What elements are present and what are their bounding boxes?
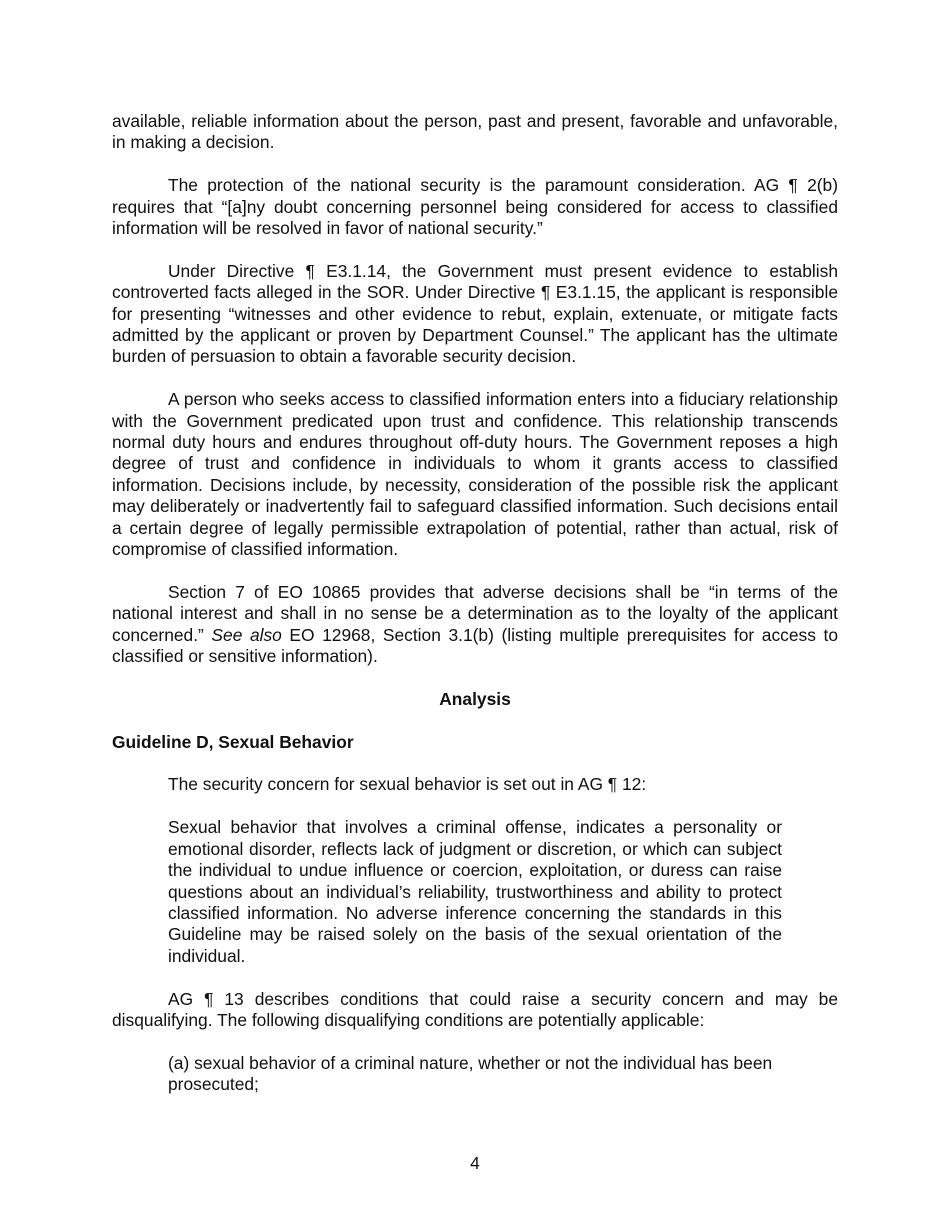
- page-number: 4: [470, 1153, 480, 1173]
- paragraph-available-information: available, reliable information about the person, past and present, favorable and unfavorable, in making a decision.: [112, 111, 838, 153]
- document-page: [112, 111, 838, 1117]
- paragraph-national-security: The protection of the national security is the paramount consideration. AG ¶ 2(b) requires that “[a]ny doubt concerning personnel being considered for access to classified information will be resolved in favor of national security.”: [112, 175, 838, 239]
- ag12-block-quote: Sexual behavior that involves a criminal offense, indicates a personality or emotional disorder, reflects lack of judgment or discretion, or which can subject the individual to undue influence or coercion, exploitation, or duress can raise questions about an individual’s reliability, trustworthiness and ability to protect classified information. No adverse inference concerning the standards in this Guideline may be raised solely on the basis of the sexual orientation of the individual.: [168, 817, 782, 966]
- eo-text-before: Section 7 of EO 10865 provides that adverse decisions shall be “in terms of the national interest and shall in no sense be a determination as to the loyalty of the applicant concerned.”: [112, 581, 838, 645]
- condition-a-item: (a) sexual behavior of a criminal nature, whether or not the individual has been prosecuted;: [168, 1052, 773, 1095]
- analysis-heading: Analysis: [439, 688, 511, 709]
- paragraph-fiduciary-relationship: A person who seeks access to classified information enters into a fiduciary relationship with the Government predicated upon trust and confidence. This relationship transcends normal duty hours and endures throughout off-duty hours. The Government reposes a high degree of trust and confidence in individuals to whom it grants access to classified information. Decisions include, by necessity, consideration of the possible risk the applicant may deliberately or inadvertently fail to safeguard classified information. Such decisions entail a certain degree of legally permissible extrapolation of potential, rather than actual, risk of compromise of classified information.: [112, 389, 838, 560]
- ag13-conditions-intro: AG ¶ 13 describes conditions that could raise a security concern and may be disqualifying. The following disqualifying conditions are potentially applicable:: [112, 988, 838, 1030]
- security-concern-intro: The security concern for sexual behavior is set out in AG ¶ 12:: [168, 774, 647, 795]
- paragraph-eo-10865: [112, 582, 838, 668]
- paragraph-directive-burden: Under Directive ¶ E3.1.14, the Government must present evidence to establish controverted facts alleged in the SOR. Under Directive ¶ E3.1.15, the applicant is responsible for presenting “witnesses and other evidence to rebut, explain, extenuate, or mitigate facts admitted by the applicant or proven by Department Counsel.” The applicant has the ultimate burden of persuasion to obtain a favorable security decision.: [112, 260, 838, 367]
- guideline-d-heading: Guideline D, Sexual Behavior: [112, 731, 354, 752]
- see-also-italic: See also: [211, 624, 282, 645]
- eo-text-after: EO 12968, Section 3.1(b) (listing multiple prerequisites for access to classified or sensitive information).: [112, 624, 838, 667]
